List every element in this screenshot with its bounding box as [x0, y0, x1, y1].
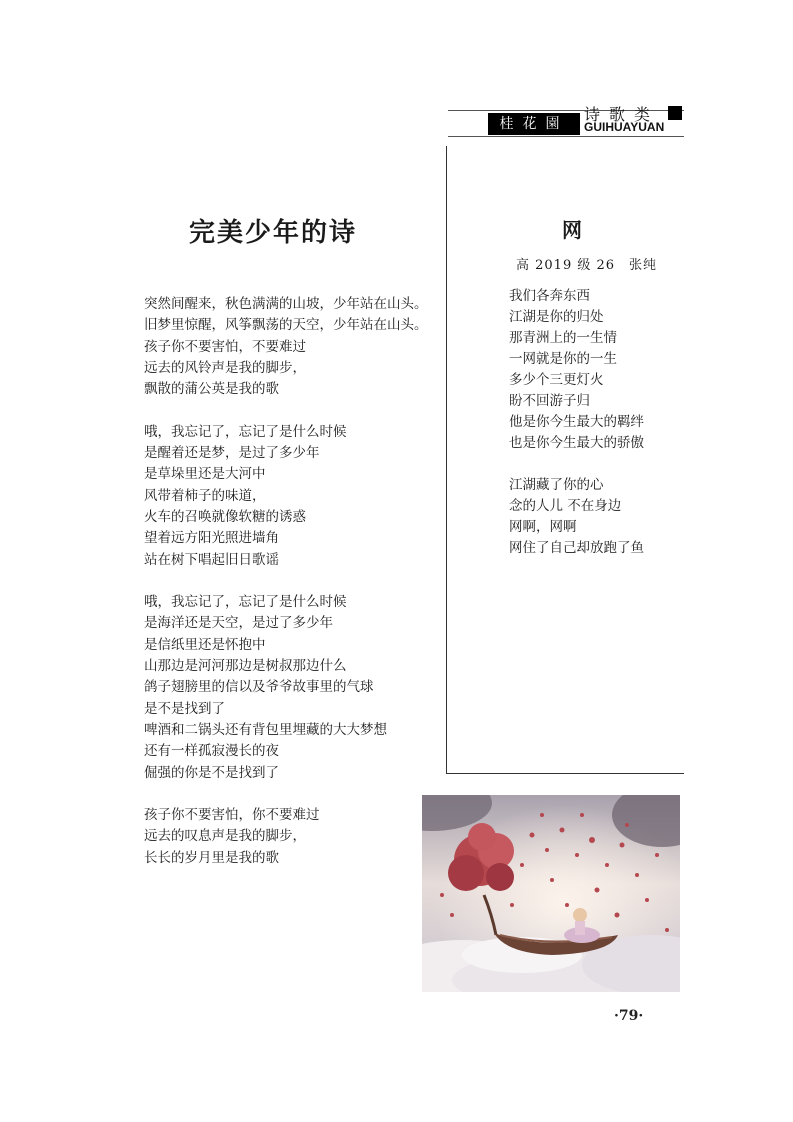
- right-poem-author: 高 2019 级 26 张纯: [516, 258, 658, 273]
- right-poem-line: 念的人儿 不在身边: [509, 498, 622, 514]
- left-poem-line: 旧梦里惊醒，风筝飘荡的天空，少年站在山头。: [144, 317, 428, 334]
- illustration-image: [422, 795, 680, 992]
- left-poem-line: 山那边是河河那边是树叔那边什么: [144, 658, 347, 675]
- left-poem-title: 完美少年的诗: [188, 218, 357, 248]
- left-poem-line: 鸽子翅膀里的信以及爷爷故事里的气球: [144, 679, 374, 696]
- right-poem-line: 他是你今生最大的羁绊: [509, 414, 644, 430]
- right-poem-body: [509, 286, 679, 559]
- left-poem-line: 倔强的你是不是找到了: [144, 764, 279, 781]
- left-poem-line: 站在树下唱起旧日歌谣: [144, 551, 279, 568]
- left-poem-line: 望着远方阳光照进墙角: [144, 530, 279, 547]
- left-poem-line: 哦，我忘记了，忘记了是什么时候: [144, 594, 347, 611]
- right-poem-line: 网住了自己却放跑了鱼: [509, 540, 644, 556]
- header-square-mark: [668, 106, 682, 120]
- header-section-label: 桂花園: [488, 113, 580, 135]
- header-category: 诗歌类: [584, 105, 660, 124]
- left-poem-stanza-break: [144, 571, 434, 592]
- column-divider-vertical: [446, 146, 447, 774]
- left-poem-stanza-break: [144, 784, 434, 805]
- right-poem-line: 也是你今生最大的骄傲: [509, 435, 644, 451]
- right-poem-line: 网啊，网啊: [509, 519, 577, 535]
- page-number: ·79·: [614, 1008, 644, 1024]
- column-divider-horizontal: [446, 773, 684, 774]
- left-poem-line: 孩子你不要害怕，你不要难过: [144, 807, 320, 824]
- right-poem-line: 我们各奔东西: [509, 288, 590, 304]
- left-poem-line: 是海洋还是天空，是过了多少年: [144, 615, 333, 632]
- left-poem-line: 是不是找到了: [144, 700, 225, 717]
- left-poem-line: 突然间醒来，秋色满满的山坡，少年站在山头。: [144, 296, 428, 312]
- right-poem-title: 网: [562, 218, 582, 242]
- left-poem-line: 是信纸里还是怀抱中: [144, 636, 266, 653]
- right-poem-line: 那青洲上的一生情: [509, 330, 617, 346]
- left-poem-line: 孩子你不要害怕，不要难过: [144, 338, 306, 355]
- left-poem-line: 风带着柿子的味道，: [144, 487, 266, 504]
- header-bottom-rule: [448, 136, 684, 137]
- left-poem-line: 火车的召唤就像软糖的诱惑: [144, 508, 306, 525]
- left-poem-line: 远去的风铃声是我的脚步，: [144, 359, 306, 376]
- left-poem-line: 远去的叹息声是我的脚步，: [144, 828, 306, 845]
- left-poem-line: 飘散的蒲公英是我的歌: [144, 381, 279, 398]
- right-poem-line: 盼不回游子归: [509, 393, 590, 409]
- right-poem-line: 江湖是你的归处: [509, 309, 604, 325]
- left-poem-line: 啤酒和二锅头还有背包里埋藏的大大梦想: [144, 721, 387, 738]
- right-poem-line: 多少个三更灯火: [509, 372, 604, 388]
- left-poem-stanza-break: [144, 400, 434, 421]
- header-section-latin: GUIHUAYUAN: [584, 120, 665, 134]
- left-poem-body: [144, 294, 434, 869]
- right-poem-line: 一网就是你的一生: [509, 351, 617, 367]
- left-poem-line: 长长的岁月里是我的歌: [144, 849, 279, 866]
- left-poem-line: 是醒着还是梦，是过了多少年: [144, 445, 320, 462]
- right-poem-stanza-break: [509, 454, 679, 475]
- right-poem-line: 江湖藏了你的心: [509, 477, 604, 493]
- left-poem-line: 哦，我忘记了，忘记了是什么时候: [144, 423, 347, 440]
- girl-in-boat-illustration: [422, 795, 680, 992]
- left-poem-line: 是草垛里还是大河中: [144, 466, 266, 483]
- left-poem-line: 还有一样孤寂漫长的夜: [144, 743, 279, 760]
